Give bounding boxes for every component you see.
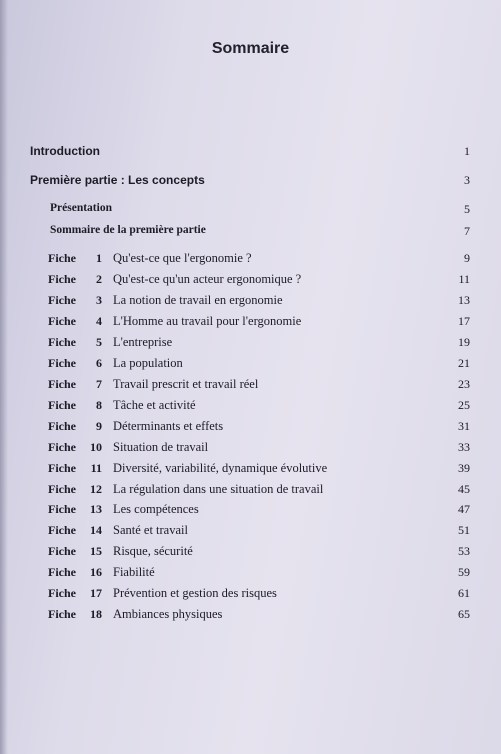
fiche-number: 11 [90,461,102,475]
fiche-page: 19 [458,335,470,349]
fiche-number: 2 [96,272,102,286]
toc-entry-label: Première partie : Les concepts [30,173,205,187]
fiche-page: 23 [458,377,470,391]
fiche-label: Fiche [48,565,76,579]
fiche-number: 5 [96,335,102,349]
page-title: Sommaire [211,40,290,57]
fiche-title: Qu'est-ce que l'ergonomie ? [113,251,252,265]
fiche-row [48,272,470,288]
fiche-title: Situation de travail [113,440,209,454]
binding-shadow [0,0,8,754]
fiche-label: Fiche [48,440,76,454]
fiche-page: 11 [458,272,470,286]
fiche-label: Fiche [48,356,76,370]
fiche-title: Prévention et gestion des risques [113,586,277,600]
fiche-row [48,419,470,435]
fiche-title: Risque, sécurité [113,544,193,558]
toc-entry-introduction [30,144,470,158]
fiche-row [48,440,470,456]
fiche-page: 31 [458,419,470,433]
fiche-title: Les compétences [113,502,199,516]
fiche-label: Fiche [48,398,76,412]
fiche-row [48,586,470,602]
fiche-number: 17 [90,586,102,600]
fiche-label: Fiche [48,419,76,433]
fiche-title: Santé et travail [113,523,188,537]
fiche-number: 14 [90,523,102,537]
fiche-number: 15 [90,544,102,558]
fiche-title: La population [113,356,183,370]
fiche-row [48,461,470,477]
fiche-number: 16 [90,565,102,579]
fiche-number: 6 [96,356,102,370]
fiche-label: Fiche [48,272,76,286]
toc-subentry-sommaire [50,224,470,236]
fiche-page: 47 [458,502,470,516]
toc-subentry-presentation [50,202,470,214]
fiche-page: 25 [458,398,470,412]
fiche-label: Fiche [48,523,76,537]
fiche-row [48,251,470,267]
fiche-number: 9 [96,419,102,433]
fiche-title: Fiabilité [113,565,155,579]
fiche-number: 13 [90,502,102,516]
fiche-page: 65 [458,607,470,621]
fiche-row [48,356,470,372]
fiche-label: Fiche [48,335,76,349]
fiche-row [48,544,470,560]
fiche-row [48,607,470,623]
fiche-label: Fiche [48,607,76,621]
fiche-number: 1 [96,251,102,265]
fiche-page: 13 [458,293,470,307]
fiche-row [48,565,470,581]
fiche-title: Travail prescrit et travail réel [113,377,259,391]
fiche-row [48,502,470,518]
fiche-label: Fiche [48,544,76,558]
fiche-number: 10 [90,440,102,454]
fiche-page: 17 [458,314,470,328]
fiche-row [48,482,470,498]
fiche-label: Fiche [48,502,76,516]
fiche-page: 61 [458,586,470,600]
fiche-title: La notion de travail en ergonomie [113,293,283,307]
toc-entry-premiere-partie [30,173,470,187]
fiche-title: Qu'est-ce qu'un acteur ergonomique ? [113,272,302,286]
fiche-number: 4 [96,314,102,328]
fiche-page: 45 [458,482,470,496]
fiche-title: Ambiances physiques [113,607,223,621]
toc-entry-page: 3 [464,173,470,187]
fiche-label: Fiche [48,461,76,475]
toc-subentry-label: Présentation [50,202,112,214]
toc-entry-page: 1 [464,144,470,158]
toc-entry-label: Introduction [30,144,100,158]
fiche-label: Fiche [48,251,76,265]
fiche-row [48,523,470,539]
toc-subentry-page: 7 [464,224,470,238]
fiche-title: Diversité, variabilité, dynamique évolutive [113,461,328,475]
fiche-label: Fiche [48,314,76,328]
fiche-title: L'entreprise [113,335,173,349]
fiche-page: 39 [458,461,470,475]
fiche-row [48,335,470,351]
toc-subentry-page: 5 [464,202,470,216]
fiche-title: La régulation dans une situation de travail [113,482,324,496]
fiche-page: 21 [458,356,470,370]
fiche-title: Déterminants et effets [113,419,224,433]
fiche-row [48,377,470,393]
fiche-label: Fiche [48,377,76,391]
fiche-page: 59 [458,565,470,579]
fiche-number: 18 [90,607,102,621]
fiche-number: 7 [96,377,102,391]
fiche-row [48,398,470,414]
fiche-label: Fiche [48,293,76,307]
fiche-number: 3 [96,293,102,307]
fiche-page: 53 [458,544,470,558]
fiche-page: 33 [458,440,470,454]
toc-subentry-label: Sommaire de la première partie [50,224,206,236]
fiche-number: 12 [90,482,102,496]
fiche-title: Tâche et activité [113,398,196,412]
fiche-label: Fiche [48,586,76,600]
fiche-page: 51 [458,523,470,537]
fiche-title: L'Homme au travail pour l'ergonomie [113,314,302,328]
fiche-row [48,314,470,330]
fiche-row [48,293,470,309]
fiche-number: 8 [96,398,102,412]
fiche-page: 9 [464,251,470,265]
fiche-label: Fiche [48,482,76,496]
